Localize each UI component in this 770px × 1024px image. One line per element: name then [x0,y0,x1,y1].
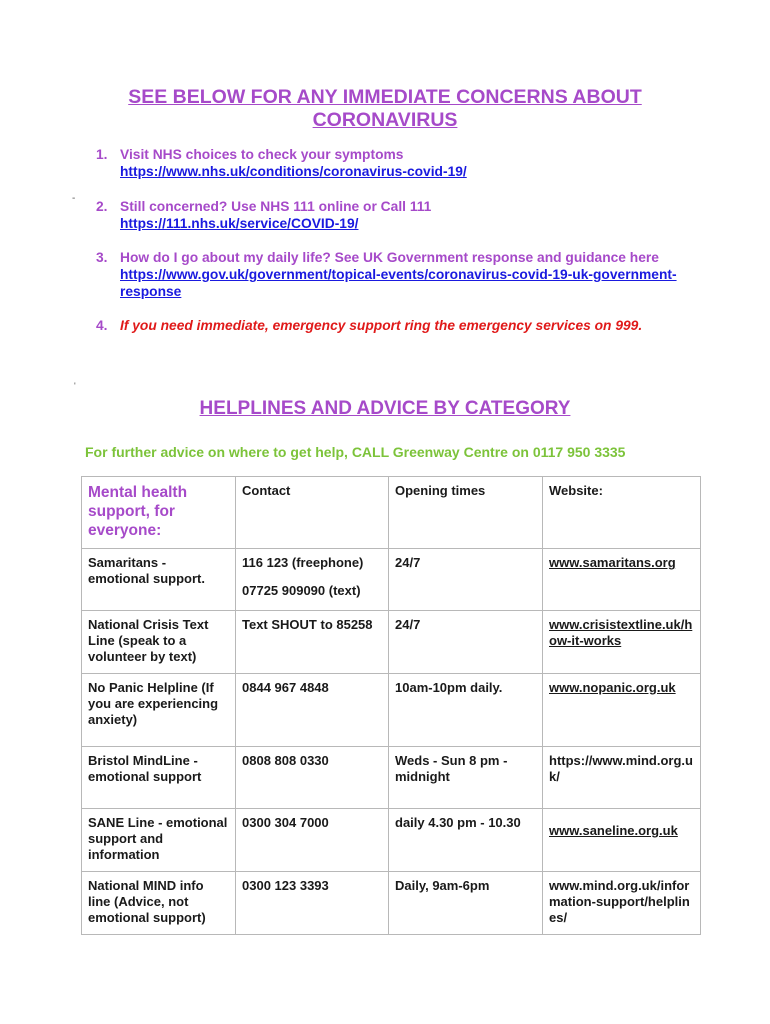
helpline-opening: 24/7 [389,611,543,674]
helpline-website: www.mind.org.uk/information-support/helplines/ [543,872,701,935]
page-title-line1: SEE BELOW FOR ANY IMMEDIATE CONCERNS ABOUT [128,86,642,108]
helpline-name: Samaritans - emotional support. [82,549,236,611]
helplines-table [81,476,701,935]
step-emergency [96,317,706,334]
helpline-contact [236,549,389,611]
table-row [82,674,701,747]
concerns-steps-list [96,146,706,334]
website-header: Website: [543,477,701,549]
helpline-name: SANE Line - emotional support and information [82,809,236,872]
step-number: 3. [96,250,108,265]
table-row [82,611,701,674]
helpline-contact: 0844 967 4848 [236,674,389,747]
helpline-website [543,674,701,747]
helplines-heading: HELPLINES AND ADVICE BY CATEGORY [199,398,571,419]
page-title [0,86,770,132]
step-text: Still concerned? Use NHS 111 online or Call 111 [120,199,432,214]
table-row [82,549,701,611]
step-number: 2. [96,199,108,214]
helpline-opening: Daily, 9am-6pm [389,872,543,935]
step-daily-life [96,249,706,300]
helpline-website [543,611,701,674]
helpline-name: National Crisis Text Line (speak to a volunteer by text) [82,611,236,674]
helpline-opening: Weds - Sun 8 pm - midnight [389,747,543,809]
helpline-contact: 0300 123 3393 [236,872,389,935]
helpline-name: National MIND info line (Advice, not emotional support) [82,872,236,935]
emergency-text: If you need immediate, emergency support ring the emergency services on 999. [120,318,643,333]
table-row [82,872,701,935]
step-number: 1. [96,147,108,162]
helpline-website [543,809,701,872]
table-header-row [82,477,701,549]
contact-phone: 116 123 (freephone) [242,555,364,570]
step-number: 4. [96,318,108,333]
greenway-advice-text: For further advice on where to get help, CALL Greenway Centre on 0117 950 3335 [85,444,626,460]
nopanic-link[interactable]: www.nopanic.org.uk [549,680,676,695]
table-row [82,747,701,809]
helpline-name: Bristol MindLine - emotional support [82,747,236,809]
helpline-contact: 0300 304 7000 [236,809,389,872]
helpline-contact: 0808 808 0330 [236,747,389,809]
crisis-text-line-link[interactable]: www.crisistextline.uk/how-it-works [549,617,693,648]
nhs-111-link[interactable]: https://111.nhs.uk/service/COVID-19/ [120,216,359,231]
category-header: Mental health support, for everyone: [82,477,236,549]
page-title-line2: CORONAVIRUS [312,109,458,131]
step-nhs-111 [96,198,706,232]
helpline-opening: 10am-10pm daily. [389,674,543,747]
stray-dash-mark: - [72,193,76,204]
opening-times-header: Opening times [389,477,543,549]
step-text: How do I go about my daily life? See UK Government response and guidance here [120,250,659,265]
gov-uk-guidance-link[interactable]: https://www.gov.uk/government/topical-events/coronavirus-covid-19-uk-government-response [120,267,677,299]
saneline-link[interactable]: www.saneline.org.uk [549,823,678,838]
stray-tick-mark: ' [74,381,76,391]
helpline-opening: daily 4.30 pm - 10.30 [389,809,543,872]
helpline-opening: 24/7 [389,549,543,611]
samaritans-link[interactable]: www.samaritans.org [549,555,676,570]
helpline-contact: Text SHOUT to 85258 [236,611,389,674]
contact-text-number: 07725 909090 (text) [242,583,361,598]
table-row [82,809,701,872]
helpline-website [543,549,701,611]
helpline-website: https://www.mind.org.uk/ [543,747,701,809]
step-nhs-choices [96,146,706,180]
nhs-choices-link[interactable]: https://www.nhs.uk/conditions/coronavirus-covid-19/ [120,164,467,179]
contact-header: Contact [236,477,389,549]
helpline-name: No Panic Helpline (If you are experiencing anxiety) [82,674,236,747]
step-text: Visit NHS choices to check your symptoms [120,147,404,162]
